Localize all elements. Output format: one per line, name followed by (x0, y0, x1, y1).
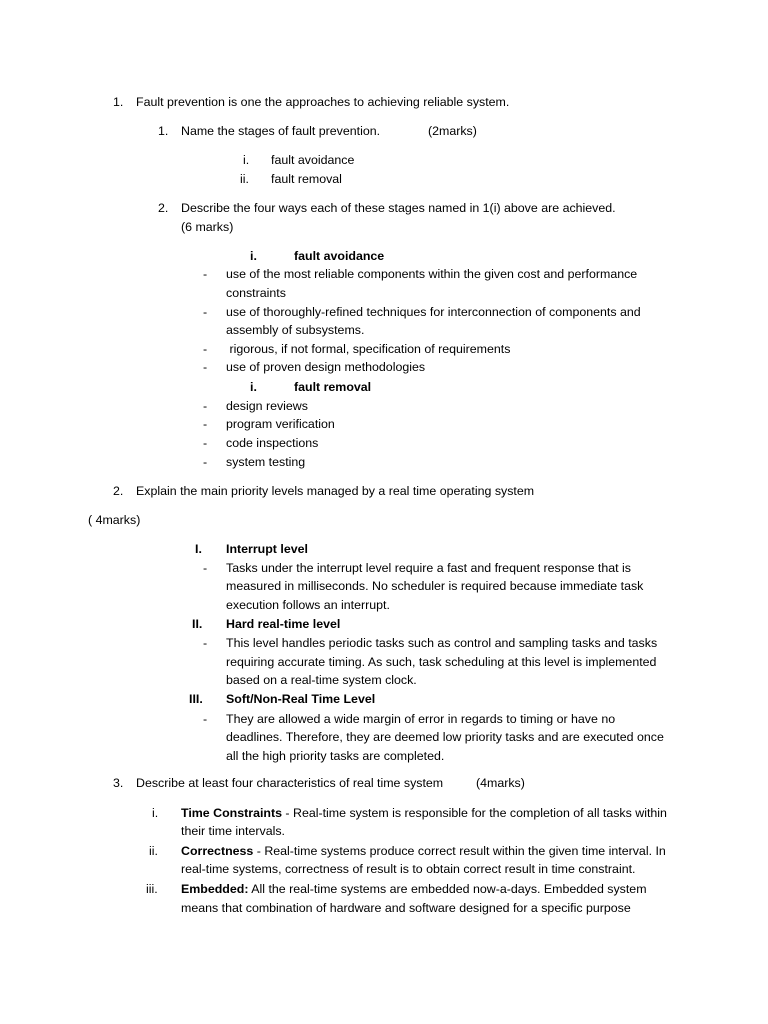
q1-sub1-number: 1. (158, 124, 169, 138)
char-number: ii. (149, 844, 158, 858)
avoidance-title: fault avoidance (294, 249, 385, 263)
bullet-text: program verification (226, 417, 335, 431)
bullet-dash: - (203, 561, 208, 575)
bullet-dash: - (203, 417, 208, 431)
level-text: Tasks under the interrupt level require a fast and frequent response that is (226, 561, 631, 575)
answer-text: fault avoidance (271, 153, 355, 167)
level-number: I. (195, 542, 202, 556)
bullet-dash: - (203, 360, 208, 374)
level-text: requiring accurate timing. As such, task scheduling at this level is implemented (226, 655, 657, 669)
q2-text: Explain the main priority levels managed by a real time operating system (136, 484, 535, 498)
char-text: All the real-time systems are embedded now-a-days. Embedded system (248, 882, 647, 896)
level-title: Hard real-time level (226, 617, 341, 631)
level-text: execution follows an interrupt. (226, 598, 390, 612)
bullet-dash: - (203, 305, 208, 319)
bullet-text: code inspections (226, 436, 319, 450)
q3-marks: (4marks) (476, 776, 525, 790)
q3-number: 3. (113, 776, 124, 790)
avoidance-number: i. (250, 249, 257, 263)
bullet-text: rigorous, if not formal, specification of requirements (226, 342, 511, 356)
level-text: They are allowed a wide margin of error in regards to timing or have no (226, 712, 616, 726)
char-number: i. (152, 806, 159, 820)
bullet-text: use of the most reliable components within the given cost and performance (226, 267, 638, 281)
char-term: Embedded: (181, 882, 249, 896)
level-text: all the high priority tasks are completed. (226, 749, 445, 763)
q2-number: 2. (113, 484, 124, 498)
level-text: deadlines. Therefore, they are deemed low priority tasks and are executed once (226, 730, 664, 744)
bullet-text: use of proven design methodologies (226, 360, 426, 374)
bullet-dash: - (203, 267, 208, 281)
char-text-cont: real-time systems, correctness of result is to obtain correct result in time constraint. (181, 862, 636, 876)
q1-sub2-marks: (6 marks) (181, 220, 234, 234)
q1-sub1-marks: (2marks) (428, 124, 477, 138)
char-line (181, 880, 647, 898)
q1-text: Fault prevention is one the approaches to achieving reliable system. (136, 95, 510, 109)
char-line (181, 842, 666, 860)
q1-number: 1. (113, 95, 124, 109)
removal-title: fault removal (294, 380, 372, 394)
level-number: II. (192, 617, 203, 631)
char-text-cont: means that combination of hardware and software designed for a specific purpose (181, 901, 631, 915)
answer-number: i. (243, 153, 250, 167)
bullet-dash: - (203, 436, 208, 450)
char-term: Correctness (181, 844, 254, 858)
level-text: based on a real-time system clock. (226, 673, 417, 687)
bullet-dash: - (203, 455, 208, 469)
level-number: III. (189, 692, 203, 706)
char-text-cont: their time intervals. (181, 824, 285, 838)
bullet-dash: - (203, 636, 208, 650)
bullet-dash: - (203, 712, 208, 726)
char-text: - Real-time systems produce correct result within the given time interval. In (253, 844, 666, 858)
bullet-text: design reviews (226, 399, 308, 413)
answer-number: ii. (240, 172, 249, 186)
char-number: iii. (146, 882, 158, 896)
level-text: This level handles periodic tasks such as control and sampling tasks and tasks (226, 636, 658, 650)
q1-sub1-text: Name the stages of fault prevention. (181, 124, 381, 138)
q3-text: Describe at least four characteristics of real time system (136, 776, 444, 790)
bullet-dash: - (203, 342, 208, 356)
answer-text: fault removal (271, 172, 342, 186)
bullet-text: use of thoroughly-refined techniques for interconnection of components and (226, 305, 641, 319)
level-text: measured in milliseconds. No scheduler is required because immediate task (226, 579, 644, 593)
removal-number: i. (250, 380, 257, 394)
q1-sub2-text: Describe the four ways each of these stages named in 1(i) above are achieved. (181, 201, 616, 215)
q1-sub2-number: 2. (158, 201, 169, 215)
char-line (181, 804, 667, 822)
bullet-dash: - (203, 399, 208, 413)
q2-marks: ( 4marks) (88, 513, 141, 527)
bullet-text-cont: constraints (226, 286, 286, 300)
level-title: Soft/Non-Real Time Level (226, 692, 376, 706)
char-text: - Real-time system is responsible for the completion of all tasks within (281, 806, 667, 820)
char-term: Time Constraints (181, 806, 282, 820)
bullet-text-cont: assembly of subsystems. (226, 323, 365, 337)
bullet-text: system testing (226, 455, 306, 469)
level-title: Interrupt level (226, 542, 308, 556)
